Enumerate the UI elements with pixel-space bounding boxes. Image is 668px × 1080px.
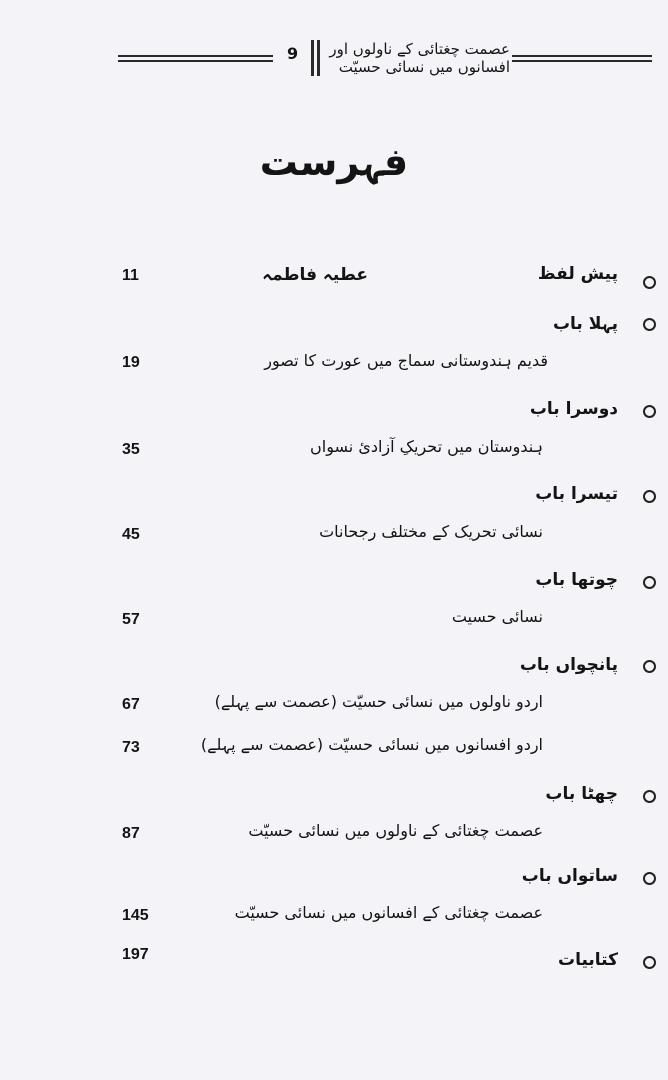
bibliography-label: کتابیات [558,950,618,970]
header-rule-left [118,55,273,57]
chapter-topic: عصمت چغتائی کے افسانوں میں نسائی حسیّت [234,903,543,922]
page-ref: 45 [122,526,140,543]
book-title [310,40,510,76]
book-title-line-2: افسانوں میں نسائی حسیّت [338,58,510,76]
bullet-icon [643,660,656,673]
toc-heading: فہرست [259,140,409,184]
chapter-label: چوتھا باب [535,570,618,590]
preface-label: پیش لفظ [537,264,618,284]
chapter-label: چھٹا باب [545,784,618,804]
bullet-icon [643,872,656,885]
page-ref: 19 [122,354,140,371]
page-ref: 67 [122,696,140,713]
chapter-topic: نسائی تحریک کے مختلف رجحانات [319,522,543,541]
bullet-icon [643,576,656,589]
header-rule-right-2 [512,60,652,62]
header-rule-left-2 [118,60,273,62]
chapter-topic: عصمت چغتائی کے ناولوں میں نسائی حسیّت [248,821,543,840]
chapter-label: دوسرا باب [529,399,618,419]
chapter-label: تیسرا باب [535,484,618,504]
page-ref: 197 [122,946,149,963]
preface-author: عطیہ فاطمہ [262,265,368,285]
page-ref: 87 [122,825,140,842]
chapter-topic: اردو افسانوں میں نسائی حسیّت (عصمت سے پہلے) [200,735,543,754]
chapter-topic: نسائی حسیت [451,607,543,626]
page-number: 9 [287,44,299,63]
chapter-label: پہلا باب [552,314,618,334]
bullet-icon [643,276,656,289]
page-ref: 57 [122,611,140,628]
chapter-label: پانچواں باب [519,655,618,675]
chapter-label: ساتواں باب [521,866,618,886]
chapter-topic: ہندوستان میں تحریکِ آزادیٔ نسواں [310,437,543,456]
page-ref: 73 [122,739,140,756]
page-ref: 11 [122,267,139,284]
chapter-topic: قدیم ہندوستانی سماج میں عورت کا تصور [264,351,548,370]
chapter-topic: اردو ناولوں میں نسائی حسیّت (عصمت سے پہلے) [214,692,543,711]
page-ref: 35 [122,441,140,458]
header-rule-right [512,55,652,57]
bullet-icon [643,405,656,418]
bullet-icon [643,790,656,803]
page-ref: 145 [122,907,149,924]
bullet-icon [643,490,656,503]
bullet-icon [643,956,656,969]
bullet-icon [643,318,656,331]
book-title-line-1: عصمت چغتائی کے ناولوں اور [329,40,510,58]
